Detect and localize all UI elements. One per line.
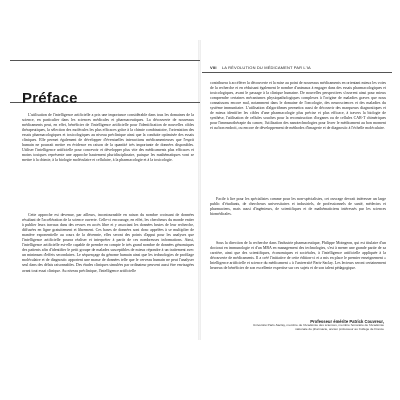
running-head bbox=[210, 65, 311, 70]
page-number: VIII bbox=[210, 65, 217, 70]
preface-paragraph: Facile à lire pour les spécialistes comme pour les non-spécialistes, cet ouvrage devrait intéresser un large public d'étudiants, de chercheurs universitaires et industriels, de professionnels de santé, médecins et pharmaciens, mais aussi d'ingénieurs, de scientifiques et de mathématiciens intéressés par les sciences biomédicales. bbox=[210, 196, 386, 217]
preface-paragraph: Cette approche est devenue, par ailleurs, incontournable en raison du nombre croissant de données résultant de l'accélération de la science ouverte. Celle-ci encourage, en effet, les chercheurs du monde entier à publier leurs travaux dans des revues en accès libre et y associant les données brutes de leur recherche, diffusées en ligne gratuitement et librement. Ces bases de données sont donc appelées à se multiplier de manière exponentielle au cours de la décennie, elles seront des points d'appui pour les analyses que l'intelligence artificielle pourra réaliser et interpréter à partir de ces nombreuses informations. Ainsi, l'intelligence artificielle est-elle capable de prendre en compte le très grand nombre de données génomiques des patients afin d'identifier le petit groupe de malades susceptibles de mieux répondre à un traitement avec un minimum d'effets secondaires. Le séquençage du génome humain ainsi que les technologies de profilage moléculaire et de diagnostic apportent une masse de données telle que le cerveau humain ne peut l'analyser seul dans des délais raisonnables. Des études cliniques simulées par ordinateur peuvent aussi être envisagées avant tout essai clinique. Au niveau préclinique, l'intelligence artificielle bbox=[22, 212, 194, 273]
author-name: Professeur émérite Patrick Couvreur, bbox=[310, 319, 384, 324]
header-rule bbox=[10, 60, 200, 61]
author-affiliation: Université Paris-Saclay, membre de l'Académie des sciences, membre honoraire de l'Académie nationale de pharmacie, ancien professeur au Collège de France bbox=[253, 323, 384, 331]
right-page bbox=[202, 0, 392, 400]
header-rule bbox=[202, 72, 392, 73]
chapter-title: Préface bbox=[22, 90, 78, 108]
preface-paragraph: L'utilisation de l'intelligence artificielle a pris une importance considérable dans tous les domaines de la science, en particulier dans les sciences médicales et pharmaceutiques. La découverte de nouveaux médicaments peut, en effet, bénéficier de l'intelligence artificielle pour l'identification de nouvelles cibles thérapeutiques, la sélection des molécules les plus efficaces grâce à la chimie combinatoire, l'orientation des essais pharmacologiques et toxicologiques au niveau préclinique ainsi que la conduite optimisée des essais cliniques. Elle permet également de développer d'éventuelles interactions médicamenteuses que l'esprit humain ne pourrait mettre en évidence en raison de la quantité très importante de données disponibles. Utiliser l'intelligence artificielle pour concevoir et développer plus vite des médicaments plus efficaces et moins toxiques représente une approche hautement pluridisciplinaire, puisque les mathématiques vont se mettre à la chimie, à la biologie moléculaire et cellulaire, à la pharmacologie et à la toxicologie. bbox=[22, 112, 194, 163]
preface-paragraph: Sous la direction de la recherche dans l'industrie pharmaceutique, Philippe Moingeon, qui est titulaire d'un doctorat en immunologie et d'un MBA en management des technologies, s'est à mener une grande partie de sa carrière, ainsi que des scientifiques, économiques et sociétales, à l'intelligence artificielle appliquée à la découverte de médicaments. Il a créé l'initiative de cette édition-ci et a mis en place le premier enseignement « Intelligence artificielle et science du médicament » à l'université Paris-Saclay. Les lecteurs seront certainement heureux de bénéficier de son excellente expertise sur ces sujets et de son talent pédagogique. bbox=[210, 240, 386, 271]
running-title: LA RÉVOLUTION DU MÉDICAMENT PAR L'IA bbox=[221, 65, 311, 70]
left-page bbox=[10, 0, 200, 400]
preface-paragraph: contribuera à accélérer la découverte et la mise au point de nouveaux médicaments en orientant mieux les voies de la recherche et en réduisant également le nombre d'animaux à engager dans des essais pharmacologiques et toxicologiques, avant le passage à la clinique humaine. De nouvelles perspectives s'ouvrent ainsi pour mieux comprendre certaines mécanismes physiopathologiques complexes à l'origine de maladies graves que nous connaissons encore mal, notamment dans le domaine de l'oncologie, des neurosciences et des maladies du système immunitaire. L'utilisation d'algorithmes permettra aussi de découvrir des marqueurs diagnostiques et de mieux identifier les cibles d'une pharmacologie plus précise et plus efficace, à travers la biologie de synthèse, l'utilisation de cellules souches pour la reconstruction d'organes ou de cellules CAR-T chimériques pour l'immunothérapie du cancer, l'utilisation des nanotechnologies pour livrer le médicament au bon moment et au bon endroit, ou encore de développement de méthodes d'imagerie et de diagnostic à l'échelle moléculaire. bbox=[210, 80, 386, 131]
signature-block bbox=[244, 319, 384, 332]
